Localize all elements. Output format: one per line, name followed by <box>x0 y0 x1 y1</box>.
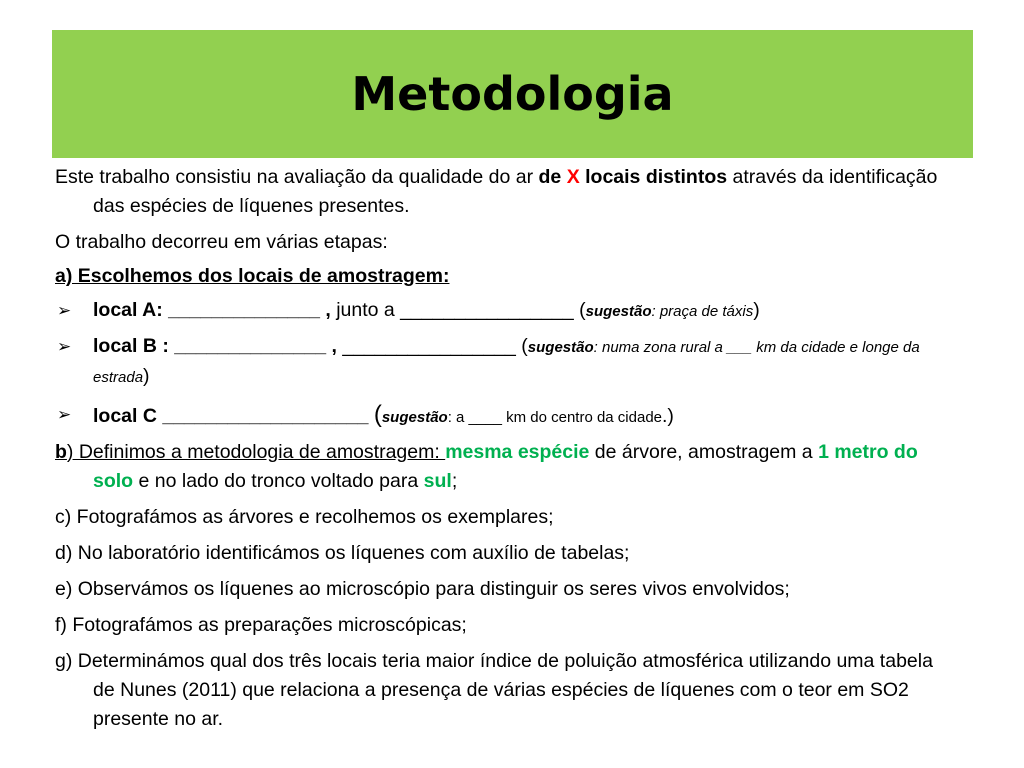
intro-text-2: através da identificação das espécies de líquenes presentes. <box>93 166 938 217</box>
c-step: c) Fotografámos as árvores e recolhemos os exemplares; <box>55 506 554 528</box>
local-a-sugestao: sugestão <box>585 303 652 320</box>
b-step-sul: sul <box>423 470 452 492</box>
local-c-label: local C ___________________ <box>93 405 369 427</box>
local-c-open: ( <box>373 401 382 428</box>
local-c-sugestao-text: : a ____ km do centro da cidade <box>447 409 663 426</box>
local-b-label: local B : ______________ , <box>93 335 337 357</box>
b-step-text-2: de árvore, amostragem a <box>589 441 819 463</box>
a-heading-text: a) Escolhemos dos locais de amostragem: <box>55 265 450 287</box>
local-b-close: ) <box>143 365 150 387</box>
a-heading <box>55 262 960 291</box>
list-item-local-c <box>55 400 960 432</box>
b-step <box>55 438 960 496</box>
b-step-letter: b <box>55 441 67 463</box>
title-banner <box>52 30 973 158</box>
b-step-metro: 1 metro do solo <box>93 441 918 492</box>
etapas-paragraph: O trabalho decorreu em várias etapas: <box>55 231 388 253</box>
b-step-text-4: ; <box>451 470 458 492</box>
local-a-sugestao-text: : praça de táxis <box>651 303 754 320</box>
list-item-local-a <box>55 296 960 326</box>
slide-title: Metodologia <box>351 67 674 121</box>
list-item-local-b <box>55 332 960 392</box>
arrow-bullet-icon: ➢ <box>57 337 72 356</box>
arrow-bullet-icon: ➢ <box>57 405 72 424</box>
f-step: f) Fotografámos as preparações microscópicas; <box>55 614 467 636</box>
local-a-rest: junto a ________________ ( <box>330 299 586 321</box>
b-step-mesma: mesma espécie <box>445 441 590 463</box>
intro-de: de <box>538 166 562 188</box>
intro-text-1: Este trabalho consistiu na avaliação da qualidade do ar <box>55 166 539 188</box>
d-step: d) No laboratório identificámos os líquenes com auxílio de tabelas; <box>55 542 630 564</box>
local-c-sugestao: sugestão <box>381 409 448 426</box>
b-step-text-1: ) Definimos a metodologia de amostragem: <box>66 441 446 463</box>
e-step: e) Observámos os líquenes ao microscópio para distinguir os seres vivos envolvidos; <box>55 578 790 600</box>
intro-paragraph <box>55 163 960 221</box>
local-b-sugestao-text: : numa zona rural a ___ km da cidade e longe da estrada <box>93 339 920 386</box>
intro-locais: locais distintos <box>585 166 728 188</box>
slide-content <box>55 163 960 741</box>
g-step: g) Determinámos qual dos três locais teria maior índice de poluição atmosférica utilizando uma tabela de Nunes (2011) que relaciona a presença de várias espécies de líquenes com o teor em SO2 presente no ar. <box>55 650 933 730</box>
local-c-close: .) <box>662 405 674 427</box>
local-b-sugestao: sugestão <box>527 339 594 356</box>
intro-x: X <box>566 166 580 188</box>
local-b-rest: ________________ ( <box>336 335 528 357</box>
local-a-label: local A: ______________ , <box>93 299 331 321</box>
arrow-bullet-icon: ➢ <box>57 301 72 320</box>
b-step-text-3: e no lado do tronco voltado para <box>133 470 424 492</box>
local-a-close: ) <box>753 299 760 321</box>
